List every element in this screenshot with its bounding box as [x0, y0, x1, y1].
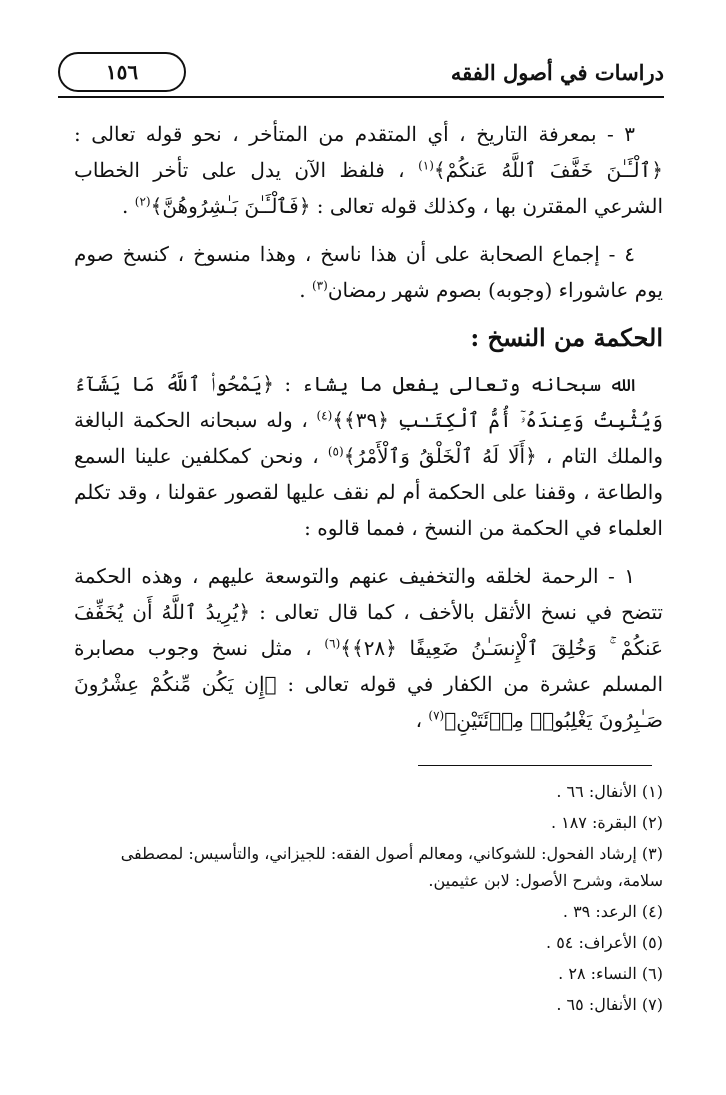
paragraph-wisdom-intro: [74, 366, 663, 546]
text-span: الله سبحانه وتعالى يفعل ما يشاء :: [284, 372, 635, 396]
footnote-ref[interactable]: (٢): [134, 194, 151, 209]
footnote-ref[interactable]: (٣): [311, 278, 328, 293]
quran-quote: ﴿فَٱلْـَٔـٰنَ بَـٰشِرُوهُنَّ﴾: [150, 194, 311, 218]
quran-quote: ﴿يُرِيدُ ٱللَّهُ أَن يُخَفِّفَ عَنكُمْ ۚ وَخُلِقَ ٱلْإِنسَـٰنُ ضَعِيفًا ﴿٢٨﴾﴾: [74, 600, 663, 660]
footnote-item: (٢) البقرة: ١٨٧ .: [550, 813, 663, 832]
quran-quote: ﴿أَلَا لَهُ ٱلْخَلْقُ وَٱلْأَمْرُ﴾: [343, 444, 537, 468]
text-span: .: [299, 278, 306, 302]
paragraph-1-mercy: [74, 558, 663, 738]
page-header: [58, 52, 664, 94]
text-span: .: [122, 194, 129, 218]
text-span: ، مثل نسخ وجوب مصابرة المسلم عشرة من الكفار في قوله تعالى :: [74, 636, 664, 696]
footnote-item: (٤) الرعد: ٣٩ .: [562, 902, 663, 921]
page-number-badge: ١٥٦: [58, 52, 186, 92]
text-span: ، ونحن كمكلفين علينا السمع والطاعة ، وقفنا على الحكمة أم لم نقف عليها لقصور عقولنا ، وقد تكلم العلماء في الحكمة من النسخ ، فمما قالوه :: [74, 444, 663, 540]
footnote-item: (٥) الأعراف: ٥٤ .: [546, 933, 663, 952]
paragraph-3-history: [74, 116, 663, 224]
text-span: ، فلفظ الآن يدل على تأخر الخطاب الشرعي المقترن بها ، وكذلك قوله تعالى :: [74, 158, 663, 218]
footnote-item: (٣) إرشاد الفحول: للشوكاني، ومعالم أصول الفقه: للجيزاني، والتأسيس: لمصطفى سلامة، وشرح الأصول: لابن عثيمين.: [120, 844, 663, 890]
main-text: [74, 116, 663, 750]
footnote-item: (٧) الأنفال: ٦٥ .: [556, 995, 663, 1014]
footnote-item: (١) الأنفال: ٦٦ .: [556, 782, 663, 801]
text-span: ، وله سبحانه الحكمة البالغة والملك التام ،: [74, 408, 664, 468]
footnote-ref[interactable]: (٦): [324, 636, 341, 651]
text-span: ٣ - بمعرفة التاريخ ، أي المتقدم من المتأخر ، نحو قوله تعالى :: [74, 122, 635, 146]
quran-quote: ﴿يَمْحُوا۟ ٱللَّهُ مَا يَشَآءُ وَيُثْبِتُ وَعِندَهُۥٓ أُمُّ ٱلْكِتَـٰبِ ﴿٣٩﴾﴾: [74, 372, 663, 432]
footnote-ref[interactable]: (٧): [428, 708, 445, 723]
footnotes: [74, 778, 663, 1022]
paragraph-4-consensus: [74, 236, 663, 308]
section-heading: الحكمة من النسخ :: [470, 323, 663, 352]
header-divider: [58, 96, 664, 98]
footnote-ref[interactable]: (٥): [327, 444, 344, 459]
text-span: ٤ - إجماع الصحابة على أن هذا ناسخ ، وهذا منسوخ ، كنسخ صوم يوم عاشوراء (وجوبه) بصوم شهر رمضان: [74, 242, 663, 302]
text-span: ١ - الرحمة لخلقه والتخفيف عنهم والتوسعة عليهم ، وهذه الحكمة تتضح في نسخ الأثقل بالأخف ، كما قال تعالى :: [74, 564, 663, 624]
footnote-ref[interactable]: (٤): [316, 408, 333, 423]
quran-quote: ﴿ٱلْـَٔـٰنَ خَفَّفَ ٱللَّهُ عَنكُمْ﴾: [433, 158, 663, 182]
quran-quote: ﴿إِن يَكُن مِّنكُمْ عِشْرُونَ صَـٰبِرُونَ يَغْلِبُوا۟ مِا۟ئَتَيْنِ﴾: [74, 672, 663, 732]
footnote-item: (٦) النساء: ٢٨ .: [558, 964, 663, 983]
running-title: دراسات في أصول الفقه: [450, 60, 664, 85]
footnote-divider: [418, 765, 652, 766]
footnote-ref[interactable]: (١): [418, 158, 434, 173]
text-span: ،: [415, 708, 423, 732]
